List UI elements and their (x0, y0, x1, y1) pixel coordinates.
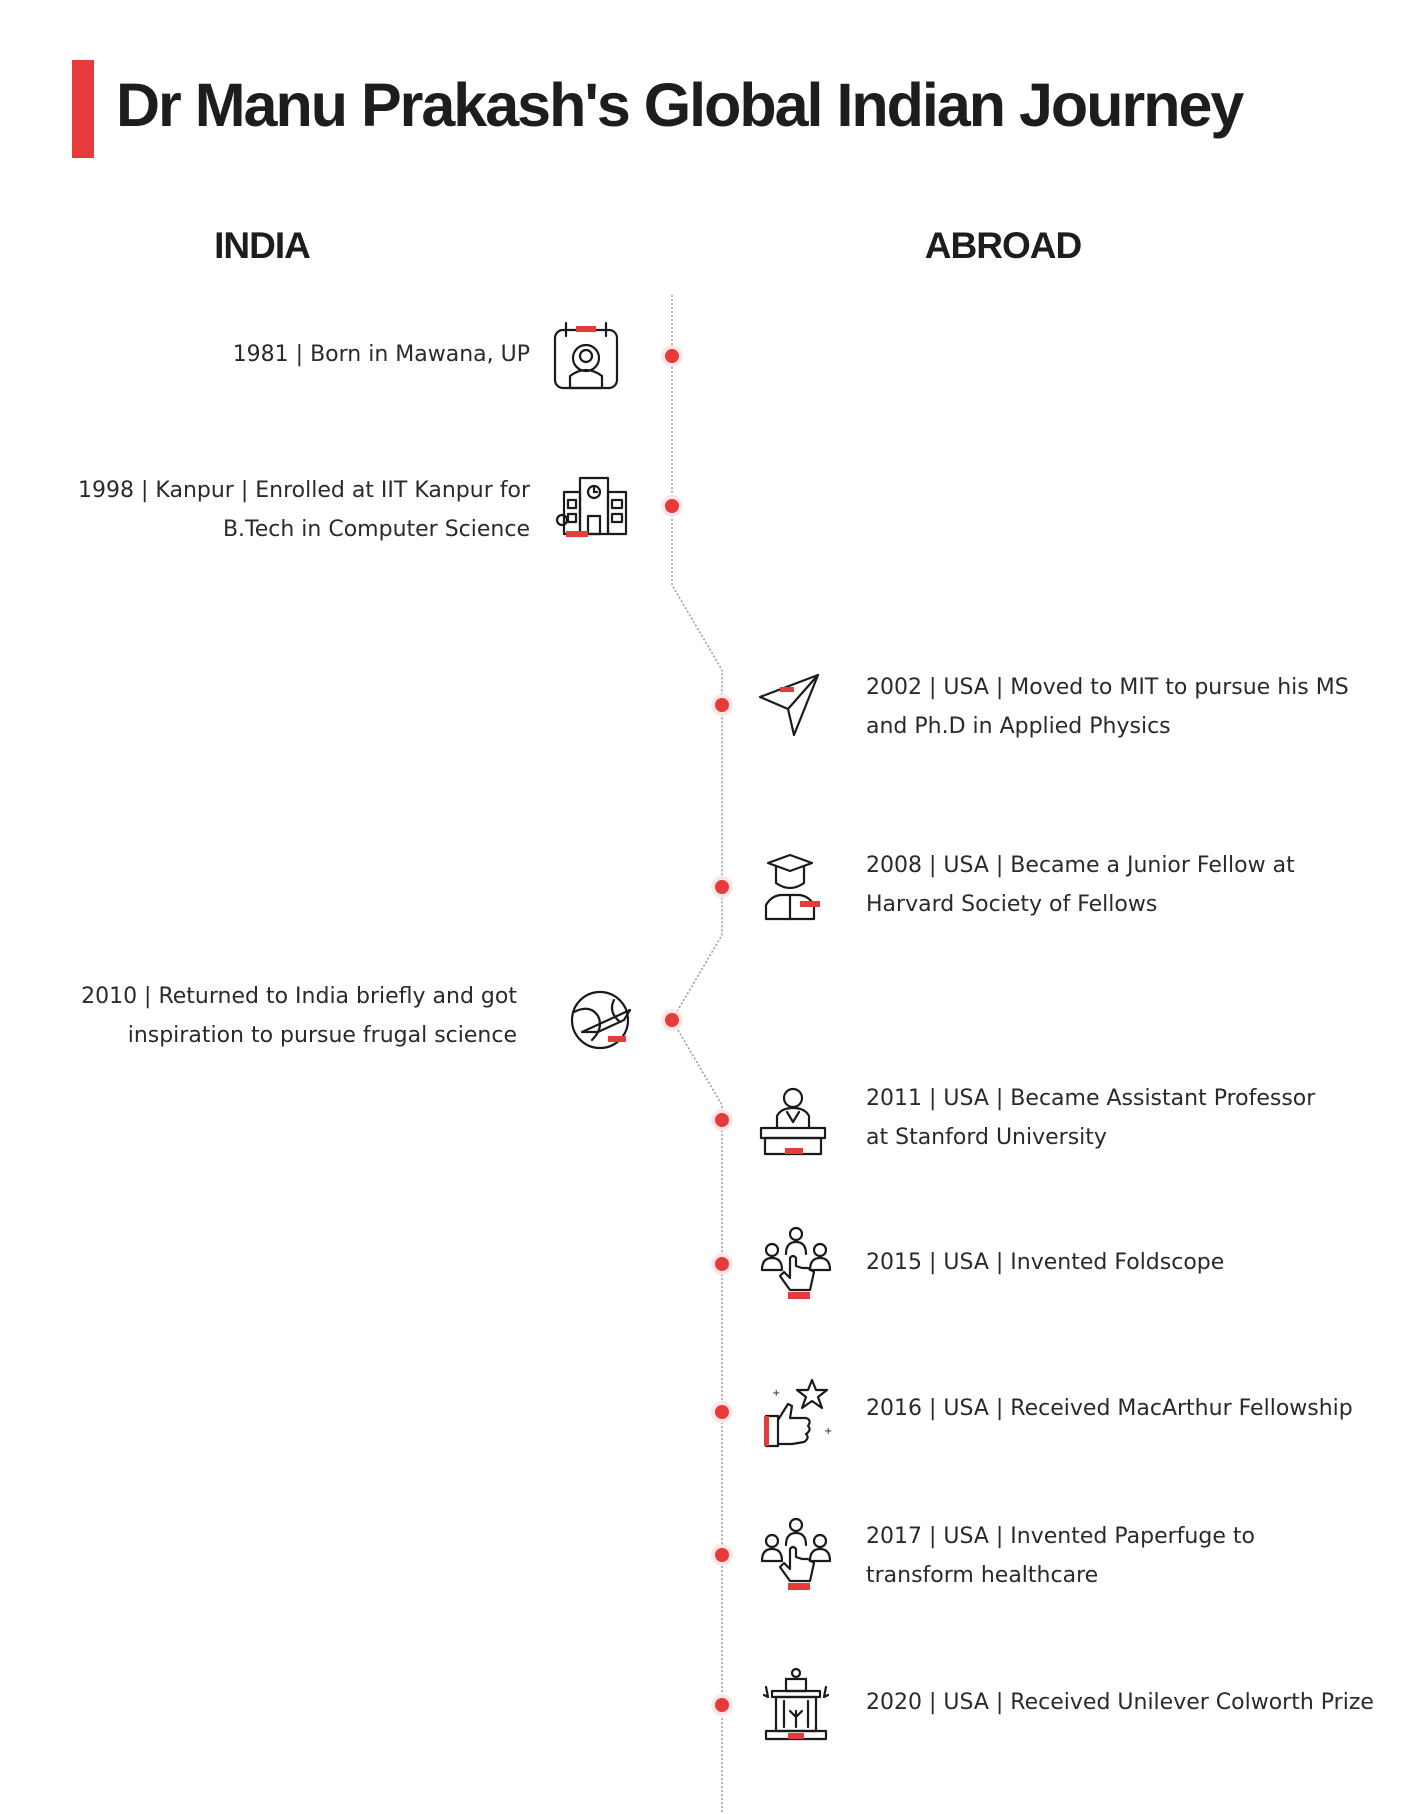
paper-plane-icon (752, 667, 828, 743)
event-text-line: 2008 | USA | Became a Junior Fellow at (866, 853, 1295, 878)
event-text-line: 2011 | USA | Became Assistant Professor (866, 1086, 1316, 1111)
event-text-line: inspiration to pursue frugal science (127, 1023, 517, 1048)
timeline-node (665, 499, 679, 513)
event-text-line: Harvard Society of Fellows (866, 892, 1158, 917)
award-podium-icon (758, 1667, 834, 1743)
professor-desk-icon (755, 1082, 831, 1158)
globe-airplane-icon (562, 982, 638, 1058)
column-heading-abroad: ABROAD (924, 225, 1082, 266)
timeline-event-abroad (866, 1079, 1315, 1157)
svg-text:+: + (824, 1426, 833, 1437)
timeline-node (715, 698, 729, 712)
timeline-event-india (81, 977, 517, 1055)
page-title: Dr Manu Prakash's Global Indian Journey (116, 71, 1243, 139)
team-select-icon (758, 1226, 834, 1302)
team-select-icon (758, 1517, 834, 1593)
column-heading-india: INDIA (214, 225, 310, 266)
timeline-event-abroad (866, 668, 1349, 746)
newborn-calendar-icon (548, 318, 624, 394)
event-text-line: transform healthcare (866, 1563, 1099, 1588)
timeline-node (665, 349, 679, 363)
timeline-node (715, 1698, 729, 1712)
timeline-event-abroad (866, 846, 1295, 924)
event-text-line: 2020 | USA | Received Unilever Colworth Prize (866, 1690, 1374, 1715)
timeline-event-abroad (866, 1683, 1374, 1722)
timeline-connector-line (672, 295, 722, 1814)
event-text-line: and Ph.D in Applied Physics (866, 714, 1171, 739)
event-text-line: 2015 | USA | Invented Foldscope (866, 1250, 1225, 1275)
event-text-line: 2010 | Returned to India briefly and got (81, 984, 517, 1009)
timeline-event-abroad (866, 1517, 1255, 1595)
event-text-line: at Stanford University (866, 1125, 1107, 1150)
timeline-node (715, 1257, 729, 1271)
timeline-event-abroad (866, 1243, 1224, 1282)
timeline-event-india (233, 335, 530, 374)
event-text-line: 2017 | USA | Invented Paperfuge to (866, 1524, 1255, 1549)
timeline-event-india (78, 471, 530, 549)
event-text-line: B.Tech in Computer Science (222, 517, 530, 542)
graduate-icon (752, 849, 828, 925)
timeline-node (715, 1548, 729, 1562)
timeline-node (715, 1113, 729, 1127)
event-text-line: 1981 | Born in Mawana, UP (232, 342, 530, 367)
timeline-event-abroad (866, 1389, 1353, 1428)
event-text-line: 1998 | Kanpur | Enrolled at IIT Kanpur for (78, 478, 530, 503)
timeline-node (715, 880, 729, 894)
event-text-line: 2016 | USA | Received MacArthur Fellowship (866, 1396, 1353, 1421)
thumbs-up-star-icon (758, 1374, 834, 1450)
university-building-icon (556, 468, 632, 544)
svg-text:+: + (772, 1388, 781, 1399)
timeline-node (715, 1405, 729, 1419)
timeline-node (665, 1013, 679, 1027)
event-text-line: 2002 | USA | Moved to MIT to pursue his MS (866, 675, 1349, 700)
